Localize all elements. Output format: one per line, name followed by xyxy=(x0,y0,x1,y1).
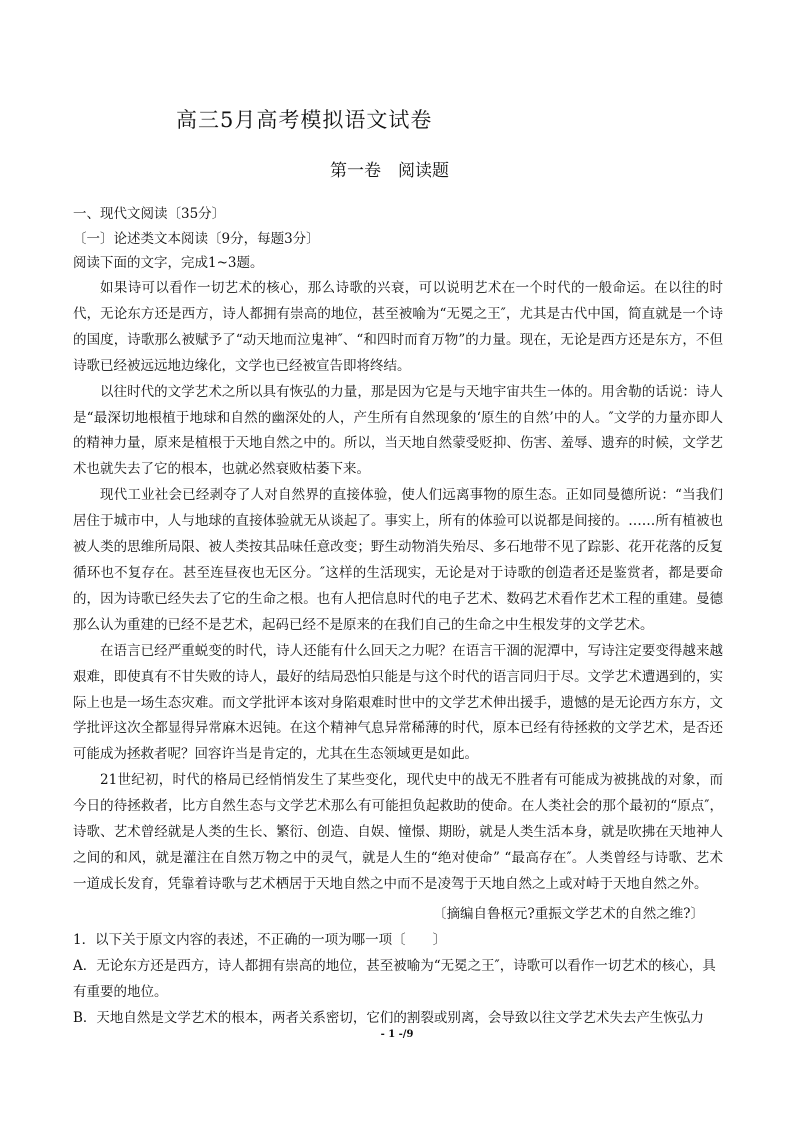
passage-paragraph: 21世纪初，时代的格局已经悄悄发生了某些变化，现代史中的战无不胜者有可能成为被挑战的对象，而今日的待拯救者，比方自然生态与文学艺术那么有可能担负起救助的使命。在人类社会的那个最初的“原点″，诗歌、艺术曾经就是人类的生长、繁衍、创造、自娱、憧憬、期盼，就是人类生活本身，就是吹拂在天地神人之间的和风，就是灌注在自然万物之中的灵气，就是人生的“绝对使命” “最高存在″。人类曾经与诗歌、艺术一道成长发育，凭靠着诗歌与艺术栖居于天地自然之中而不是凌驾于天地自然之上或对峙于天地自然之外。 xyxy=(73,772,723,892)
passage-paragraph: 在语言已经严重蜕变的时代，诗人还能有什么回天之力呢？在语言干涸的泥潭中，写诗注定要变得越来越艰难，即使真有不甘失败的诗人，最好的结局恐怕只能是与这个时代的语言同归于尽。文学艺术遭遇到的，实际上也是一场生态灾难。而文学批评本该对身陷艰难时世中的文学艺术伸出援手，遗憾的是无论西方东方，文学批评这次全都显得异常麻木迟钝。在这个精神气息异常稀薄的时代，原本已经有待拯救的文学艺术，是否还可能成为拯救者呢？回容许当是肯定的，尤其在生态领域更是如此。 xyxy=(73,642,723,763)
question-block xyxy=(73,928,728,1032)
question-1: 1．以下关于原文内容的表述，不正确的一项为哪一项〔 〕 xyxy=(73,932,447,948)
exam-title: 高三5月高考模拟语文试卷 xyxy=(176,108,433,132)
page-number: - 1 -/9 xyxy=(380,1029,414,1040)
option-a: A．无论东方还是西方，诗人都拥有崇高的地位，甚至被喻为“无冕之王″，诗歌可以看作一切艺术的核心，具有重要的地位。 xyxy=(73,957,716,1000)
option-b: B．天地自然是文学艺术的根本，两者关系密切，它们的割裂或别离，会导致以往文学艺术失去产生恢弘力 xyxy=(73,1009,704,1026)
passage-paragraph: 以往时代的文学艺术之所以具有恢弘的力量，那是因为它是与天地宇宙共生一体的。用舍勒的话说：诗人是“最深切地根植于地球和自然的幽深处的人，产生所有自然现象的‘原生的自然’中的人。″文学的力量亦即人的精神力量，原来是植根于天地自然之中的。所以，当天地自然蒙受贬抑、伤害、羞辱、遗弃的时候，文学艺术也就失去了它的根本，也就必然衰败枯萎下来。 xyxy=(73,383,723,478)
passage-paragraph: 如果诗可以看作一切艺术的核心，那么诗歌的兴衰，可以说明艺术在一个时代的一般命运。在以往的时代，无论东方还是西方，诗人都拥有崇高的地位，甚至被喻为“无冕之王″，尤其是古代中国，简直就是一个诗的国度，诗歌那么被赋予了“动天地而泣鬼神″、“和四时而育万物”的力量。现在，无论是西方还是东方，不但诗歌已经被远远地边缘化，文学也已经被宣告即将终结。 xyxy=(73,280,723,374)
reading-passage xyxy=(73,276,723,898)
part-title: 第一卷 阅读题 xyxy=(330,161,449,181)
section-heading: 一、现代文阅读〔35分〕 xyxy=(73,206,226,222)
reading-instruction: 阅读下面的文字，完成1~3题。 xyxy=(73,255,264,271)
passage-source: 〔摘编自鲁枢元?重振文学艺术的自然之维?〕 xyxy=(433,906,704,922)
passage-paragraph: 现代工业社会已经剥夺了人对自然界的直接体验，使人们远离事物的原生态。正如同曼德所说：“当我们居住于城市中，人与地球的直接体验就无从谈起了。事实上，所有的体验可以说都是间接的。……所有植被也被人类的思维所局限、被人类按其品味任意改变；野生动物消失殆尽、多石地带不见了踪影、花开花落的反复循环也不复存在。甚至连昼夜也无区分。″这样的生活现实，无论是对于诗歌的创造者还是鉴赏者，都是要命的，因为诗歌已经失去了它的生命之根。也有人把信息时代的电子艺术、数码艺术看作艺术工程的重建。曼德那么认为重建的已经不是艺术，起码已经不是原来的在我们自己的生命之中生根发芽的文学艺术。 xyxy=(73,487,723,633)
subsection-heading: 〔一〕论述类文本阅读〔9分，每题3分〕 xyxy=(73,231,320,247)
